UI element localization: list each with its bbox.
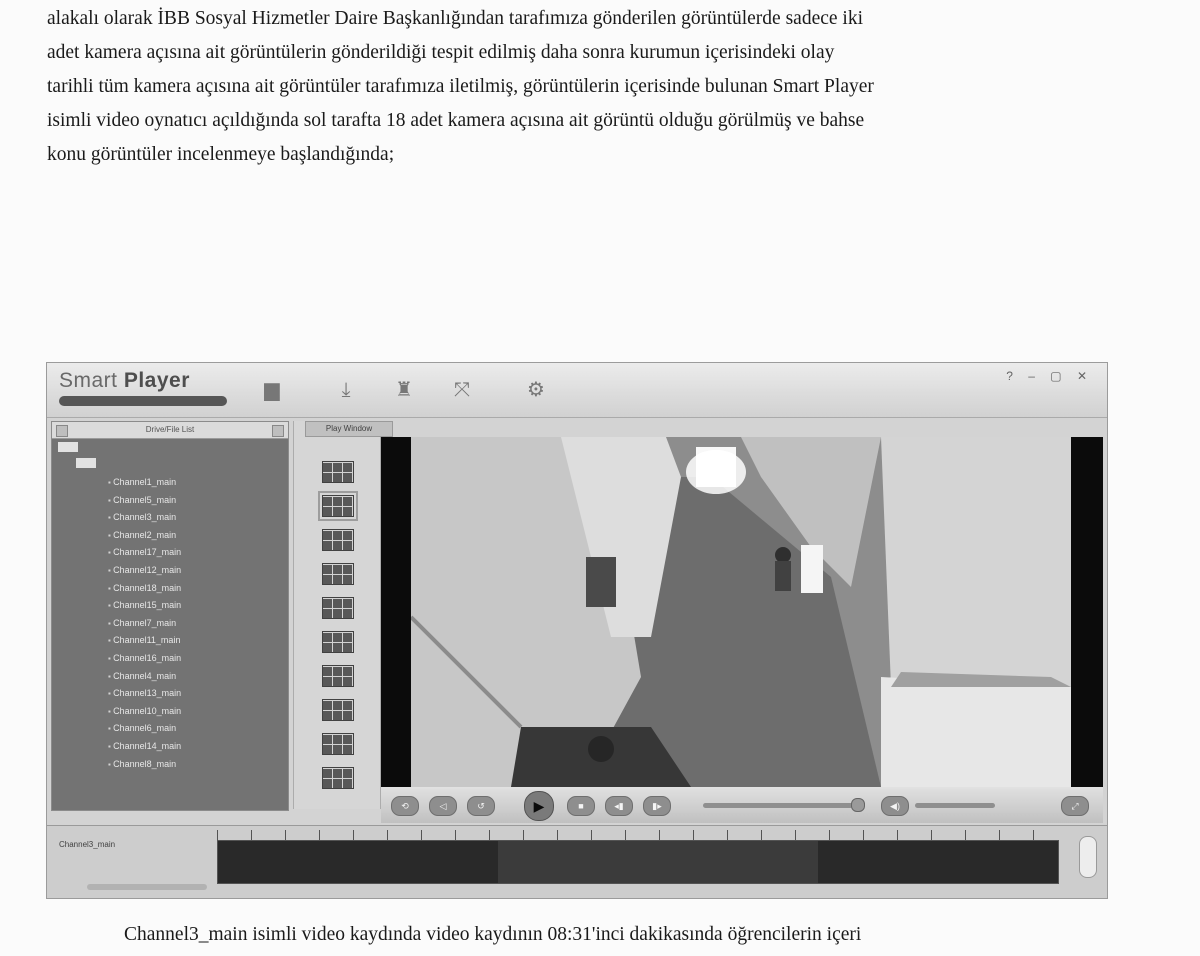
channel-list-item[interactable]: ▪ Channel2_main	[108, 527, 181, 545]
logo-bold: Player	[123, 369, 190, 392]
playback-controls	[381, 787, 1103, 823]
video-frame[interactable]	[381, 437, 1103, 787]
layout-1x1-button[interactable]	[322, 461, 354, 483]
file-list-panel	[51, 421, 289, 811]
volume-slider[interactable]	[915, 803, 995, 808]
window-controls[interactable]: ? – ▢ ✕	[1006, 369, 1093, 383]
fullscreen-icon[interactable]: ⤧	[454, 379, 470, 401]
fullscreen-exit-icon[interactable]: ⤢	[1061, 796, 1089, 816]
timeline-channel-label: Channel3_main	[59, 840, 116, 849]
settings-gear-icon[interactable]: ⚙	[527, 379, 545, 401]
file-list-header	[52, 422, 288, 439]
logo-light: Smart	[59, 369, 124, 392]
channel-list-item[interactable]: ▪ Channel12_main	[108, 562, 181, 580]
seek-slider[interactable]	[703, 803, 853, 808]
body-paragraph	[47, 2, 1112, 172]
timeline-ruler	[217, 830, 1057, 840]
channel-list-item[interactable]: ▪ Channel4_main	[108, 668, 181, 686]
cctv-hallway-image	[411, 437, 1071, 787]
rewind-icon[interactable]: ⟲	[391, 796, 419, 816]
paragraph-line: konu görüntüler incelenmeye başlandığında;	[47, 144, 395, 165]
channel-list-item[interactable]: ▪ Channel1_main	[108, 474, 181, 492]
tree-folder-node[interactable]	[76, 458, 96, 468]
channel-list-item[interactable]: ▪ Channel6_main	[108, 720, 181, 738]
channel-list-item[interactable]: ▪ Channel3_main	[108, 509, 181, 527]
volume-icon[interactable]: ◀)	[881, 796, 909, 816]
player-titlebar	[47, 363, 1107, 418]
channel-list-item[interactable]: ▪ Channel10_main	[108, 703, 181, 721]
channel-list-item[interactable]: ▪ Channel11_main	[108, 632, 181, 650]
layout-1plus7-button[interactable]	[322, 699, 354, 721]
layout-1plus5-button[interactable]	[322, 665, 354, 687]
stop-icon[interactable]: ■	[567, 796, 595, 816]
paragraph-line: adet kamera açısına ait görüntülerin gönderildiği tespit edilmiş daha sonra kurumun içerisindeki olay	[47, 42, 835, 63]
layout-custom-button[interactable]	[322, 733, 354, 755]
timeline-segment	[818, 841, 1058, 883]
folder-icon[interactable]: ▆	[264, 379, 280, 401]
timeline-segment	[218, 841, 498, 883]
smart-player-screenshot	[46, 362, 1108, 899]
paragraph-line: tarihli tüm kamera açısına ait görüntüler tarafımıza iletilmiş, görüntülerin içerisinde bulunan Smart Player	[47, 76, 874, 97]
timeline-zoom-slider[interactable]	[87, 884, 207, 890]
slow-icon[interactable]: ◁	[429, 796, 457, 816]
timeline-panel	[47, 825, 1107, 899]
layout-2x2-button[interactable]	[322, 495, 354, 517]
tree-root-node[interactable]	[58, 442, 78, 452]
layout-4x4-button[interactable]	[322, 563, 354, 585]
paragraph-line: isimli video oynatıcı açıldığında sol tarafta 18 adet kamera açısına ait görüntü olduğu görülmüş ve bahse	[47, 110, 865, 131]
logo-bar	[59, 396, 227, 406]
timeline-scrollbar[interactable]	[1079, 836, 1097, 878]
layout-6x6-button[interactable]	[322, 631, 354, 653]
layout-more-button[interactable]	[322, 767, 354, 789]
paragraph-line: alakalı olarak İBB Sosyal Hizmetler Daire Başkanlığından tarafımıza gönderilen görüntülerde sadece iki	[47, 8, 864, 29]
channel-list	[108, 474, 181, 773]
loop-icon[interactable]: ↺	[467, 796, 495, 816]
figure-caption: Channel3_main isimli video kaydında video kaydının 08:31'inci dakikasında öğrencilerin içeri	[124, 924, 862, 945]
channel-list-item[interactable]: ▪ Channel18_main	[108, 580, 181, 598]
channel-list-item[interactable]: ▪ Channel15_main	[108, 597, 181, 615]
channel-list-item[interactable]: ▪ Channel8_main	[108, 756, 181, 774]
hallway-scene-svg	[411, 437, 1071, 787]
seek-handle[interactable]	[851, 798, 865, 812]
play-icon[interactable]: ▶	[524, 791, 554, 821]
channel-list-item[interactable]: ▪ Channel13_main	[108, 685, 181, 703]
export-icon[interactable]: ⤓	[341, 379, 351, 401]
select-all-checkbox[interactable]	[56, 425, 68, 437]
timeline-track[interactable]	[217, 840, 1059, 884]
layout-selector	[293, 421, 381, 809]
file-list-title: Drive/File List	[145, 425, 195, 434]
prev-frame-icon[interactable]: ◂▮	[605, 796, 633, 816]
play-window-tab[interactable]: Play Window	[305, 421, 393, 437]
layout-3x3-button[interactable]	[322, 529, 354, 551]
player-logo	[59, 369, 190, 393]
refresh-icon[interactable]	[272, 425, 284, 437]
channel-list-item[interactable]: ▪ Channel14_main	[108, 738, 181, 756]
snapshot-icon[interactable]: ♜	[395, 379, 413, 401]
next-frame-icon[interactable]: ▮▸	[643, 796, 671, 816]
channel-list-item[interactable]: ▪ Channel7_main	[108, 615, 181, 633]
channel-list-item[interactable]: ▪ Channel16_main	[108, 650, 181, 668]
layout-5x5-button[interactable]	[322, 597, 354, 619]
channel-list-item[interactable]: ▪ Channel5_main	[108, 492, 181, 510]
channel-list-item[interactable]: ▪ Channel17_main	[108, 544, 181, 562]
